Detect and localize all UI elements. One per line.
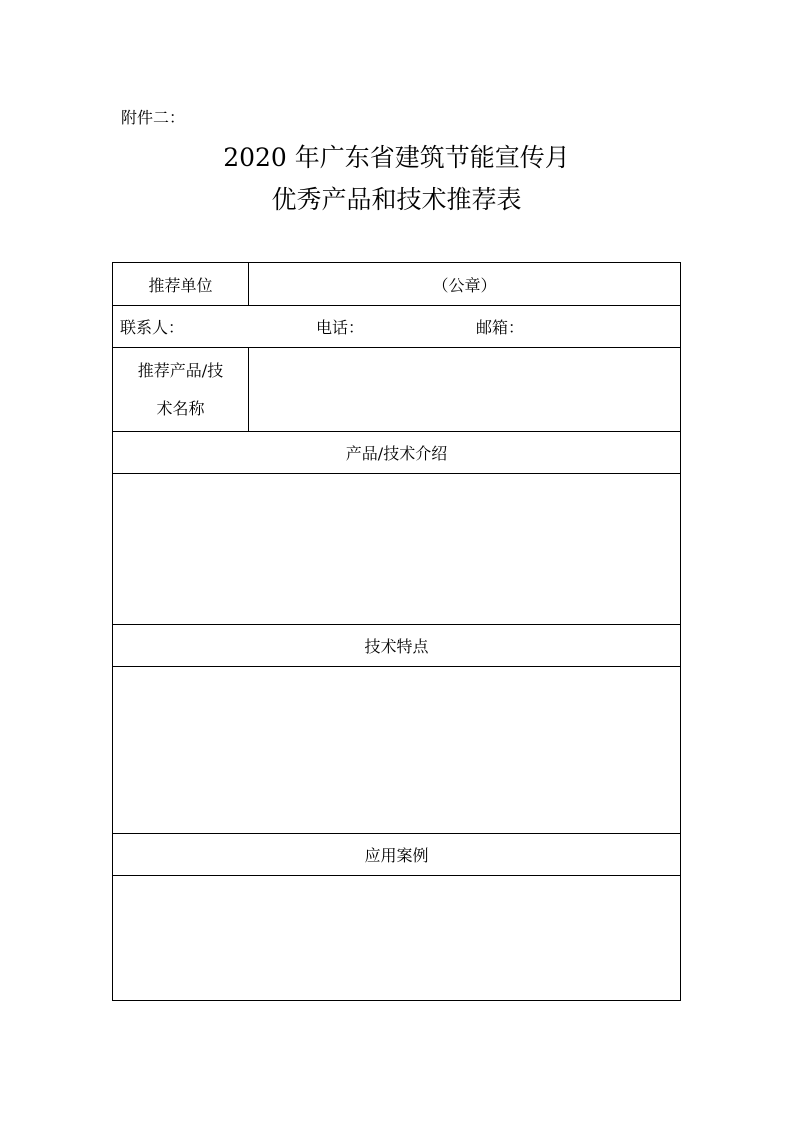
seal-field[interactable]: （公章） xyxy=(432,275,497,295)
cases-content-area[interactable] xyxy=(113,876,680,1000)
phone-label: 电话： xyxy=(316,318,365,337)
document-title-line-2: 优秀产品和技术推荐表 xyxy=(271,185,522,214)
row-cases-heading xyxy=(113,834,680,876)
contact-person-label: 联系人： xyxy=(120,318,185,337)
attachment-label: 附件二： xyxy=(121,108,186,127)
product-name-field[interactable] xyxy=(249,348,680,431)
intro-content-area[interactable] xyxy=(113,474,680,625)
recommending-unit-label: 推荐单位 xyxy=(113,263,249,305)
row-features-heading xyxy=(113,625,680,667)
row-recommending-unit xyxy=(113,263,680,306)
document-title-line-1: 2020 年广东省建筑节能宣传月 xyxy=(223,143,570,172)
row-contact-info xyxy=(113,306,680,348)
row-intro-heading xyxy=(113,432,680,474)
features-content[interactable] xyxy=(113,667,680,833)
features-heading: 技术特点 xyxy=(364,637,429,656)
product-name-label-line-2: 术名称 xyxy=(156,398,205,418)
row-product-name xyxy=(113,348,680,432)
cases-heading: 应用案例 xyxy=(364,846,429,865)
product-name-label-line-1: 推荐产品/技 xyxy=(137,360,224,380)
intro-content[interactable] xyxy=(113,474,680,624)
email-label: 邮箱： xyxy=(476,318,525,337)
product-name-label xyxy=(113,348,249,431)
cases-content[interactable] xyxy=(113,876,680,1000)
recommendation-form-table xyxy=(112,262,681,1001)
intro-heading: 产品/技术介绍 xyxy=(345,444,448,463)
features-content-area[interactable] xyxy=(113,667,680,834)
